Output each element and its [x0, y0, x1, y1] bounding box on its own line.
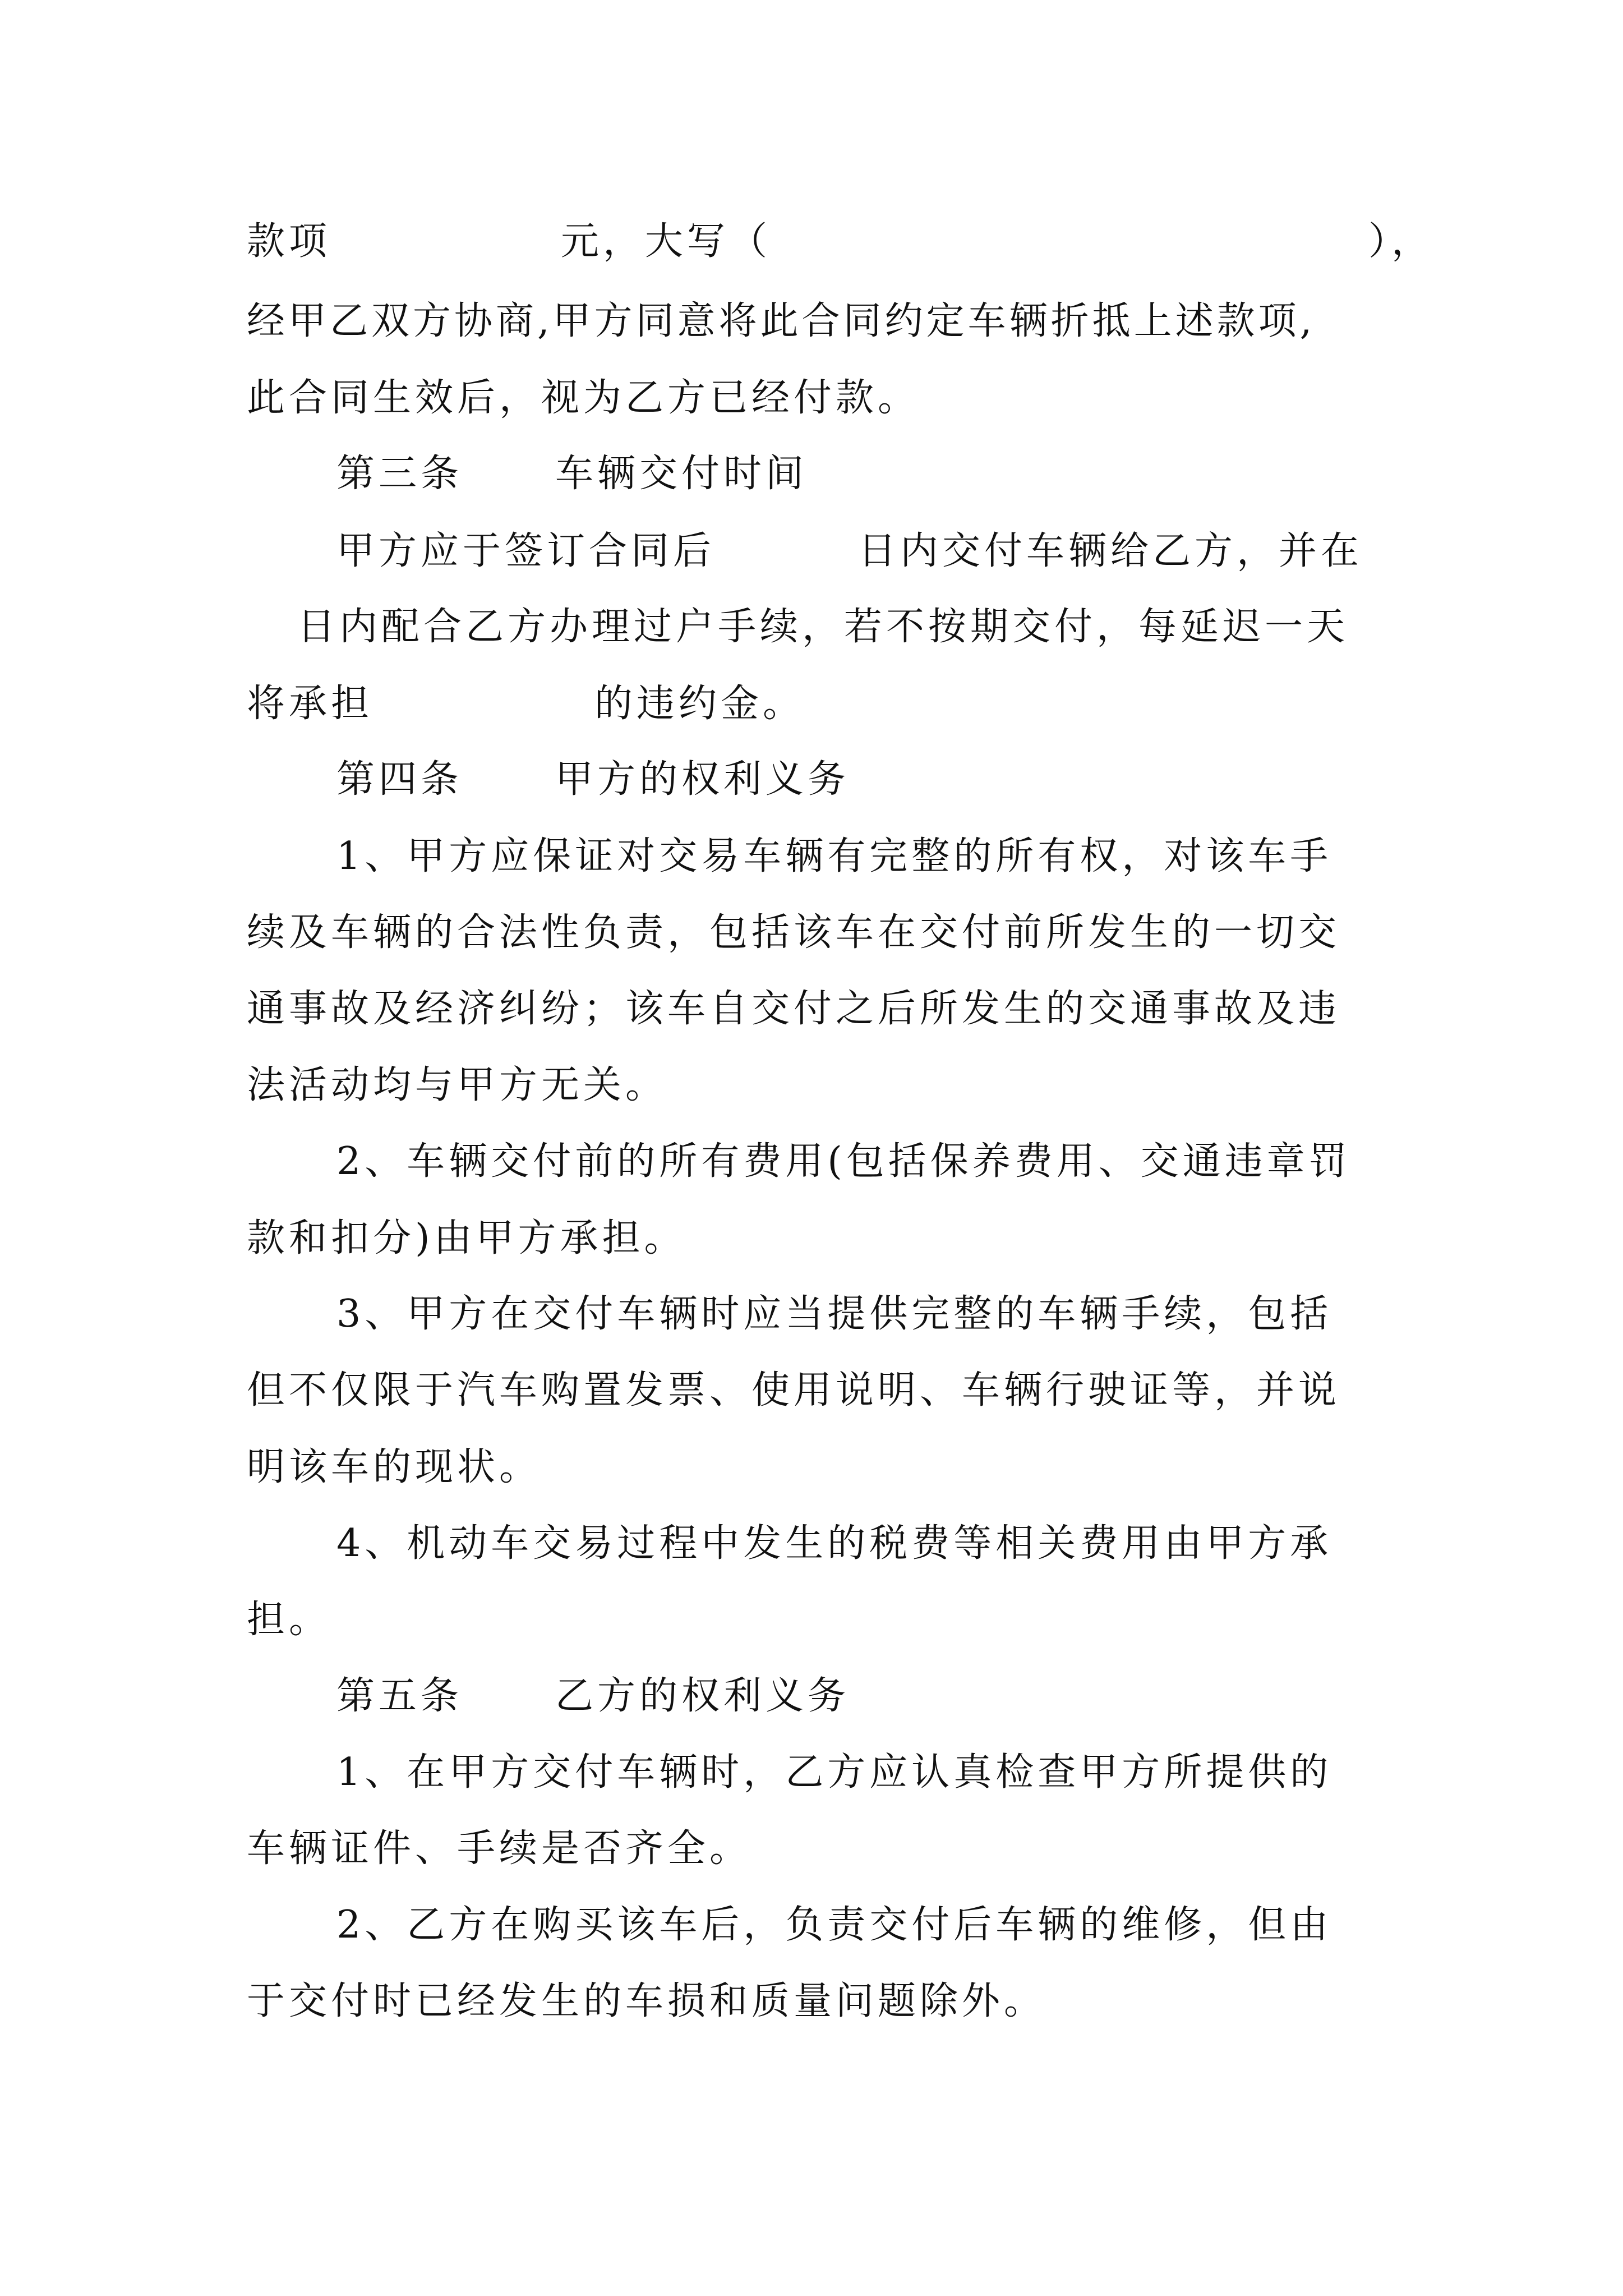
text-line: 1、甲方应保证对交易车辆有完整的所有权，对该车手 — [336, 834, 1332, 878]
text-line: 担。 — [247, 1598, 331, 1642]
text-line: 的违约金。 — [594, 682, 805, 726]
text-line: 经甲乙双方协商,甲方同意将此合同约定车辆折抵上述款项, — [247, 299, 1316, 343]
text-line: 于交付时已经发生的车损和质量问题除外。 — [247, 1979, 1046, 2023]
text-line: 续及车辆的合法性负责，包括该车在交付前所发生的一切交 — [247, 910, 1341, 955]
text-line: 通事故及经济纠纷；该车自交付之后所发生的交通事故及违 — [247, 987, 1341, 1031]
text-line: 此合同生效后，视为乙方已经付款。 — [247, 376, 920, 420]
text-line: 但不仅限于汽车购置发票、使用说明、车辆行驶证等，并说 — [247, 1368, 1341, 1412]
text-line: 2、乙方在购买该车后，负责交付后车辆的维修，但由 — [336, 1903, 1332, 1947]
text-line: 日内交付车辆给乙方，并在 — [858, 529, 1363, 573]
text-line: 款项 — [247, 219, 331, 264]
text-line: 款和扣分)由甲方承担。 — [247, 1216, 686, 1260]
text-line: 将承担 — [247, 682, 374, 726]
article-heading-number: 第三条 — [336, 452, 463, 496]
article-heading-number: 第五条 — [336, 1674, 463, 1718]
text-line: 1、在甲方交付车辆时，乙方应认真检查甲方所提供的 — [336, 1750, 1332, 1795]
text-line: 甲方应于签订合同后 — [336, 529, 716, 573]
text-line: 4、机动车交易过程中发生的税费等相关费用由甲方承 — [336, 1521, 1332, 1566]
text-line: 法活动均与甲方无关。 — [247, 1063, 668, 1107]
text-line: ）， — [1368, 219, 1434, 264]
text-line: 车辆证件、手续是否齐全。 — [247, 1826, 752, 1871]
text-line: 3、甲方在交付车辆时应当提供完整的车辆手续，包括 — [336, 1292, 1332, 1336]
text-line: 2、车辆交付前的所有费用(包括保养费用、交通违章罚 — [336, 1139, 1351, 1184]
article-heading-title: 甲方的权利义务 — [555, 757, 850, 802]
article-heading-number: 第四条 — [336, 757, 463, 802]
text-line: 元，大写（ — [561, 219, 772, 264]
text-line: 日内配合乙方办理过户手续，若不按期交付，每延迟一天 — [297, 605, 1349, 649]
text-line: 明该车的现状。 — [247, 1445, 542, 1489]
article-heading-title: 乙方的权利义务 — [555, 1674, 850, 1718]
article-heading-title: 车辆交付时间 — [555, 452, 808, 496]
